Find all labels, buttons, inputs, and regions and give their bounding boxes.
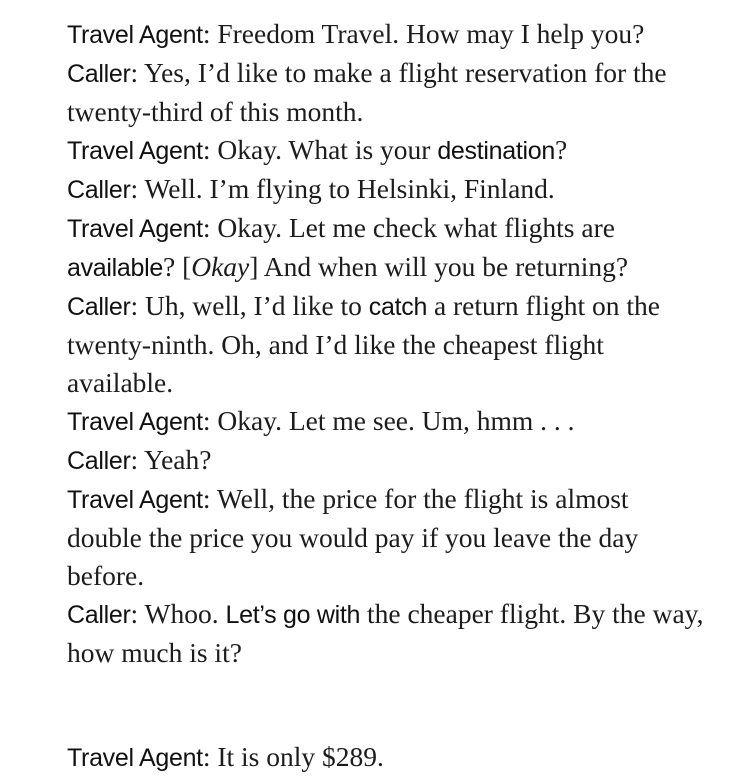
vocabulary-keyword: destination	[437, 137, 555, 165]
utterance-text: : Well, the price for the flight is almost double the price you would pay if you leave the day before.	[67, 483, 639, 591]
utterance-text: : Well. I’m flying to Helsinki, Finland.	[130, 173, 555, 204]
speaker-label: Travel Agent	[67, 137, 203, 165]
dialogue-turn-caller	[67, 287, 707, 402]
dialogue-transcript	[67, 15, 707, 672]
utterance-text: : Uh, well, I’d like to	[130, 290, 369, 321]
speaker-label: Travel Agent	[67, 486, 203, 514]
speaker-label: Travel Agent	[67, 408, 203, 436]
speaker-label: Caller	[67, 447, 131, 475]
utterance-text: : Okay. Let me check what flights are	[202, 212, 615, 243]
speaker-label: Caller	[67, 60, 131, 88]
speaker-label: Caller	[67, 601, 131, 629]
dialogue-turn-travel-agent	[67, 402, 707, 441]
speaker-label: Travel Agent	[67, 21, 203, 49]
dialogue-turn-caller	[67, 441, 707, 480]
dialogue-turn-caller	[67, 170, 707, 209]
speaker-label: Caller	[67, 293, 131, 321]
utterance-text: : Whoo.	[130, 598, 226, 629]
dialogue-turn-travel-agent	[67, 131, 707, 170]
vocabulary-keyword: catch	[368, 293, 428, 321]
vocabulary-keyword: available	[67, 254, 163, 282]
utterance-text: ?	[554, 134, 568, 165]
cutoff-dialogue-line	[67, 738, 384, 777]
utterance-text: : Freedom Travel. How may I help you?	[202, 18, 645, 49]
utterance-text: : Yeah?	[130, 444, 212, 475]
speaker-label: Caller	[67, 176, 131, 204]
dialogue-turn-travel-agent	[67, 480, 707, 595]
utterance-text: : Yes, I’d like to make a flight reservation for the twenty-third of this month.	[67, 57, 667, 127]
utterance-text: : Okay. Let me see. Um, hmm . . .	[202, 405, 575, 436]
dialogue-turn-caller	[67, 595, 707, 672]
utterance-text: the cheaper flight. By the way, how much is it?	[67, 598, 704, 668]
utterance-text: a return flight on the twenty-ninth. Oh, and I’d like the cheapest flight available.	[67, 290, 660, 398]
utterance-text: ? [Okay] And when will you be returning?	[162, 251, 629, 282]
vocabulary-keyword: Let’s go with	[225, 601, 361, 629]
utterance-text: : Okay. What is your	[202, 134, 438, 165]
speaker-label: Travel Agent	[67, 215, 203, 243]
utterance-text: : It is only $289.	[202, 741, 384, 772]
dialogue-turn-caller	[67, 54, 707, 131]
interjection-text: Okay	[191, 251, 250, 282]
speaker-label: Travel Agent	[67, 744, 203, 772]
dialogue-turn-travel-agent	[67, 15, 707, 54]
dialogue-turn-travel-agent	[67, 209, 707, 287]
